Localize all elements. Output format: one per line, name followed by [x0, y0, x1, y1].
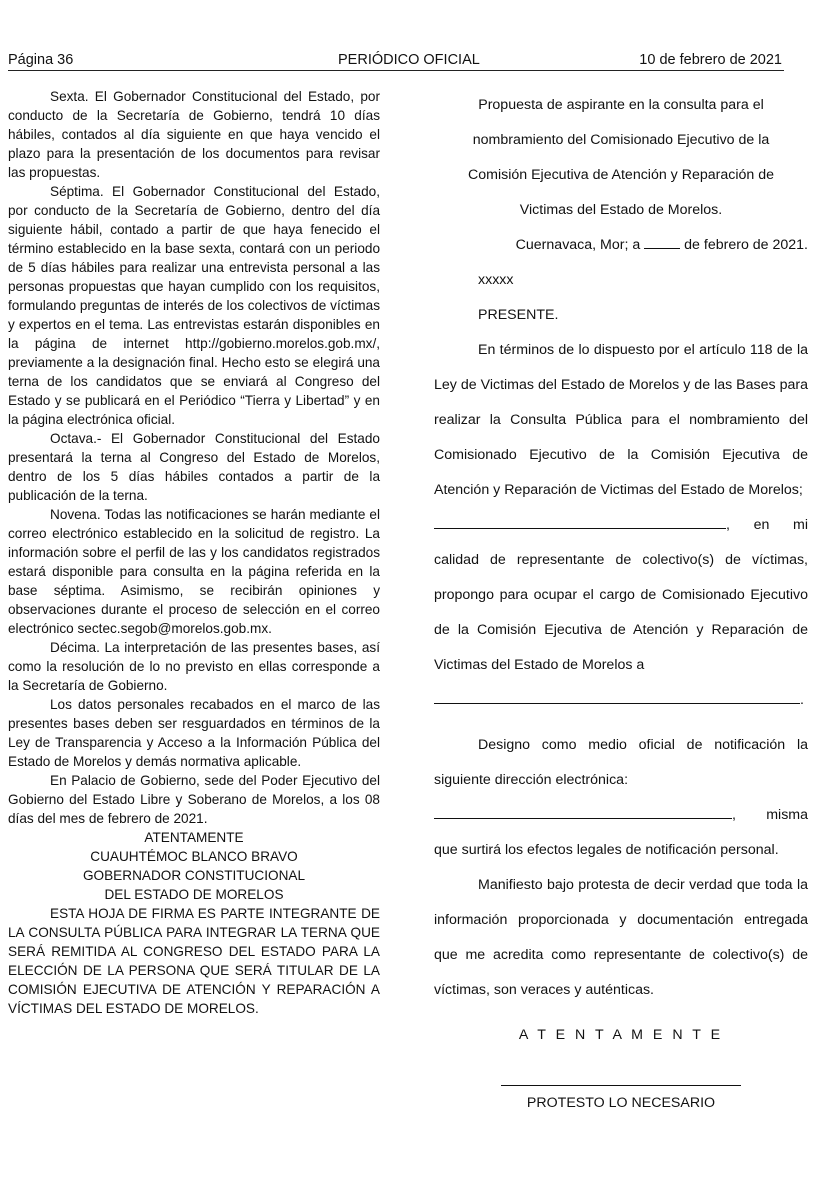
date-prefix: Cuernavaca, Mor; a: [515, 237, 641, 253]
signature-line[interactable]: [501, 1071, 741, 1086]
form-body-2: calidad de representante de colectivo(s) de víctimas, propongo para ocupar el cargo de Comisionado Ejecutivo de la Comisión Ejecutiva de Atención y Reparación de Victimas del Estado de Morelos a: [434, 552, 808, 673]
email-blank[interactable]: [434, 806, 732, 819]
form-body-1: En términos de lo dispuesto por el artículo 118 de la Ley de Victimas del Estado de Morelos y de las Bases para realizar la Consulta Pública para el nombramiento del Comisionado Ejecutivo de la Comisión Ejecutiva de Atención y Reparación de Victimas del Estado de Morelos;: [434, 342, 808, 498]
page-number: Página 36: [8, 52, 74, 68]
name-line: [434, 508, 808, 543]
base-octava: Octava.- El Gobernador Constitucional del Estado presentará la terna al Congreso del Estado de Morelos, dentro de los 5 días hábiles contados a partir de la publicación de la terna.: [8, 431, 380, 503]
signer-title-line-1: GOBERNADOR CONSTITUCIONAL: [82, 868, 306, 883]
signer-title-line-2: DEL ESTADO DE MORELOS: [104, 887, 284, 902]
publication-title: PERIÓDICO OFICIAL: [338, 52, 480, 68]
form-title-line-3: Comisión Ejecutiva de Atención y Reparación de: [468, 167, 774, 183]
base-novena: Novena. Todas las notificaciones se harán mediante el correo electrónico establecido en la solicitud de registro. La información sobre el perfil de las y los candidatos registrados estará disponible para consulta en la página referida en la base séptima. Asimismo, se recibirán opiniones y observaciones durante el proceso de selección en el correo electrónico sectec.segob@morelos.gob.mx.: [8, 507, 380, 636]
right-column-form: [434, 88, 808, 1121]
signature-sheet-note: ESTA HOJA DE FIRMA ES PARTE INTEGRANTE DE LA CONSULTA PÚBLICA PARA INTEGRAR LA TERNA QUE SERÁ REMITIDA AL CONGRESO DEL ESTADO PARA LA ELECCIÓN DE LA PERSONA QUE SERÁ TITULAR DE LA COMISIÓN EJECUTIVA DE ATENCIÓN Y REPARACIÓN A VÍCTIMAS DEL ESTADO DE MORELOS.: [8, 906, 380, 1016]
form-body-5: Manifiesto bajo protesta de decir verdad que toda la información proporcionada y documentación entregada que me acredita como representante de colectivo(s) de víctimas, son veraces y auténticas.: [434, 877, 808, 998]
form-date-line: [434, 228, 808, 263]
personal-data-paragraph: Los datos personales recabados en el marco de las presentes bases deben ser resguardados en términos de la Ley de Transparencia y Acceso a la Información Pública del Estado de Morelos y demás normativa aplicable.: [8, 697, 380, 769]
signature-atentamente: ATENTAMENTE: [144, 830, 244, 845]
email-line-suffix: , misma: [732, 807, 808, 823]
form-body-4: que surtirá los efectos legales de notificación personal.: [434, 842, 779, 858]
addressee: xxxxx: [478, 272, 514, 288]
left-column: [8, 87, 380, 1018]
signer-name: CUAUHTÉMOC BLANCO BRAVO: [90, 849, 298, 864]
base-septima: Séptima. El Gobernador Constitucional del Estado, por conducto de la Secretaría de Gobierno, dentro del día siguiente hábil, contado a partir de que haya fenecido el término establecido en la base sexta, contará con un periodo de 5 días hábiles para realizar una entrevista personal a las personas propuestas que hayan cumplido con los requisitos, formulando preguntas de interés de los colectivos de víctimas y expertos en el tema. Las entrevistas estarán disponibles en la página de internet http://gobierno.morelos.gob.mx/, previamente a la designación final. Hecho esto se elegirá una terna de los candidatos que se enviará al Congreso del Estado y se publicará en el Periódico “Tierra y Libertad” y en la página electrónica oficial.: [8, 184, 380, 427]
base-decima: Décima. La interpretación de las presentes bases, así como la resolución de lo no previsto en ellas corresponde a la Secretaría de Gobierno.: [8, 640, 380, 693]
candidate-name-blank[interactable]: [434, 691, 800, 704]
form-atentamente: A T E N T A M E N T E: [518, 1027, 724, 1043]
candidate-line: [434, 683, 808, 718]
form-body-3: Designo como medio oficial de notificación la siguiente dirección electrónica:: [434, 737, 808, 788]
protesto-line: PROTESTO LO NECESARIO: [526, 1095, 716, 1111]
place-date-paragraph: En Palacio de Gobierno, sede del Poder Ejecutivo del Gobierno del Estado Libre y Soberano de Morelos, a los 08 días del mes de febrero de 2021.: [8, 773, 380, 826]
publication-date: 10 de febrero de 2021: [639, 52, 782, 68]
presente: PRESENTE.: [478, 307, 559, 323]
form-title-line-1: Propuesta de aspirante en la consulta para el: [478, 97, 764, 113]
base-sexta: Sexta. El Gobernador Constitucional del Estado, por conducto de la Secretaría de Gobierno, tendrá 10 días hábiles, contados al día siguiente en que haya vencido el plazo para la presentación de los documentos para revisar las propuestas.: [8, 89, 380, 180]
candidate-line-period: .: [800, 692, 804, 708]
date-suffix: de febrero de 2021.: [684, 237, 808, 253]
form-title-line-2: nombramiento del Comisionado Ejecutivo de la: [472, 132, 770, 148]
form-title-line-4: Victimas del Estado de Morelos.: [519, 202, 723, 218]
page-header: [8, 52, 784, 71]
name-line-suffix: , en mi: [726, 517, 808, 533]
email-line: [434, 798, 808, 833]
day-blank-field[interactable]: [644, 236, 680, 249]
proponent-name-blank[interactable]: [434, 516, 726, 529]
